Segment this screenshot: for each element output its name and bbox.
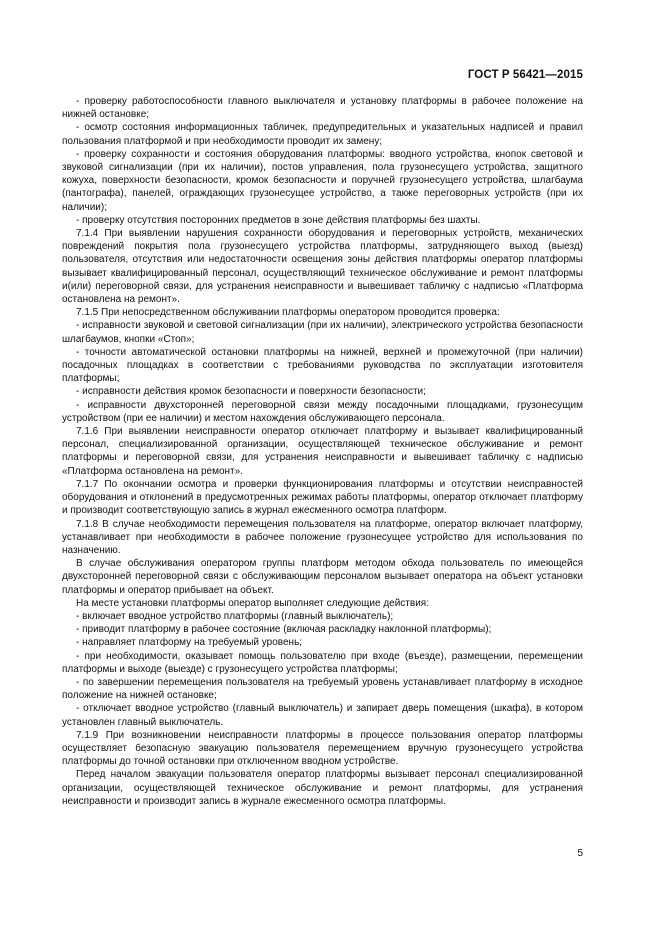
- paragraph: - по завершении перемещения пользователя на требуемый уровень устанавливает платформу в исходное положение на нижней остановке;: [62, 676, 583, 702]
- page-number: 5: [577, 848, 583, 859]
- paragraph: - проверку сохранности и состояния оборудования платформы: вводного устройства, кнопок световой и звуковой сигнализации (при их наличии), постов управления, пола грузонесущего устройства, защитного кожуха, поверхности безопасности, кромок безопасности и поручней грузонесущего устройства, шлагбаума (пантографа), панелей, ограждающих грузонесущее устройство, а также переговорных устройств (при их наличии);: [62, 148, 583, 213]
- paragraph: - проверку отсутствия посторонних предметов в зоне действия платформы без шахты.: [76, 214, 481, 226]
- document-header: ГОСТ Р 56421—2015: [467, 69, 583, 81]
- paragraph: 7.1.9 При возникновении неисправности платформы в процессе пользования оператор платформы осуществляет безопасную эвакуацию пользователя перемещением вручную грузонесущего устройства платформы до точной остановки при отключенном вводном устройстве.: [62, 729, 583, 768]
- paragraph: 7.1.5 При непосредственном обслуживании платформы оператором проводится проверка:: [76, 307, 500, 319]
- paragraph: - направляет платформу на требуемый уровень;: [76, 637, 303, 649]
- paragraph: В случае обслуживания оператором группы платформ методом обхода пользователь по имеющейся двухсторонней переговорной связи с обслуживающим персоналом вызывает оператора на объект установки платформы и оператор прибывает на объект.: [62, 558, 583, 596]
- paragraph: На месте установки платформы оператор выполняет следующие действия:: [76, 597, 429, 609]
- paragraph: 7.1.8 В случае необходимости перемещения пользователя на платформе, оператор включает платформу, устанавливает при необходимости в рабочее положение грузонесущее устройство для использования по назначению.: [62, 518, 583, 556]
- paragraph: - приводит платформу в рабочее состояние (включая раскладку наклонной платформы);: [76, 624, 492, 636]
- paragraph: 7.1.6 При выявлении неисправности оператор отключает платформу и вызывает квалифицированный персонал, специализированной организации, осуществляющей техническое обслуживание и ремонт платформы и переговорной связи, для устранения неисправности и вывешивает табличку с надписью «Платформа остановлена на ремонт».: [62, 426, 583, 477]
- paragraph: - исправности действия кромок безопасности и поверхности безопасности;: [76, 386, 426, 398]
- paragraph: - проверку работоспособности главного выключателя и установку платформы в рабочее положение на нижней остановке;: [62, 96, 583, 121]
- paragraph: - при необходимости, оказывает помощь пользователю при входе (въезде), размещении, перемещении платформы и выходе (выезде) с грузонесущего устройства платформы;: [62, 650, 583, 675]
- paragraph: - включает вводное устройство платформы (главный выключатель);: [76, 610, 394, 622]
- paragraph: - отключает вводное устройство (главный выключатель) и запирает дверь помещения (шкафа), в котором установлен главный выключатель.: [62, 703, 583, 728]
- paragraph: - точности автоматической остановки платформы на нижней, верхней и промежуточной (при наличии) посадочных площадках в соответствии с требованиями руководства по эксплуатации изготовителя платформы;: [62, 346, 583, 385]
- paragraph: Перед началом эвакуации пользователя оператор платформы вызывает персонал специализированной организации, осуществляющей техническое обслуживание и ремонт платформы, для устранения неисправности и производит запись в журнале ежесменного осмотра платформы.: [62, 769, 583, 807]
- paragraph: 7.1.7 По окончании осмотра и проверки функционирования платформы и отсутствии неисправностей оборудования и отклонений в предусмотренных режимах работы платформы, оператор отключает платформу и производит соответствующую запись в журнал ежесменного осмотра платформ.: [62, 478, 583, 517]
- document-body: [62, 95, 583, 808]
- paragraph: 7.1.4 При выявлении нарушения сохранности оборудования и переговорных устройств, механических повреждений покрытия пола грузонесущего устройства платформы, затрудняющего выход (выезд) пользователя, отсутствия или недостаточности освещения зоны действия платформы оператор платформы вызывает квалифицированный персонал, осуществляющий техническое обслуживание и ремонт платформы и(или) переговорной связи, для устранения неисправности и вывешивает табличку с надписью «Платформа остановлена на ремонт».: [62, 228, 583, 306]
- paragraph: - исправности двухсторонней переговорной связи между посадочными площадками, грузонесущим устройством (при ее наличии) и местом нахождения обслуживающего персонала.: [62, 399, 583, 424]
- paragraph: - исправности звуковой и световой сигнализации (при их наличии), электрического устройства безопасности шлагбаумов, кнопки «Стоп»;: [62, 320, 583, 345]
- paragraph: - осмотр состояния информационных табличек, предупредительных и указательных надписей и правил пользования платформой и при необходимости проводит их замену;: [62, 122, 583, 147]
